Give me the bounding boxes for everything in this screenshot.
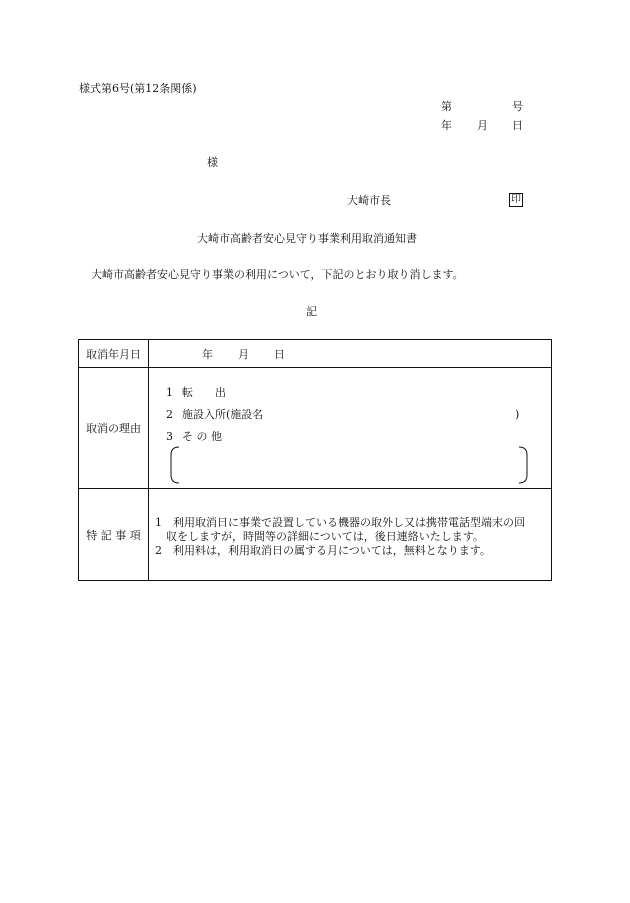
- left-bracket: [171, 447, 179, 483]
- seal-label: 印: [511, 194, 521, 205]
- notes-cell: [149, 489, 552, 581]
- date-month: 月: [477, 119, 488, 132]
- date-day: 日: [512, 119, 523, 132]
- body-text: 大崎市高齢者安心見守り事業の利用について，下記のとおり取り消します。: [91, 268, 464, 281]
- document-title: 大崎市高齢者安心見守り事業利用取消通知書: [197, 232, 417, 245]
- issuer-title: 大崎市長: [347, 194, 391, 207]
- reason-3-text: そ の 他: [182, 430, 222, 443]
- cancellation-table: [78, 339, 552, 581]
- cancel-date-label: 取消年月日: [79, 340, 149, 368]
- note-line-1: 1 利用取消日に事業で設置している機器の取外し又は携帯電話型端末の回: [155, 516, 525, 529]
- note-line-2: 収をしますが，時間等の詳細については，後日連絡いたします。: [155, 530, 484, 543]
- date-year: 年: [441, 119, 452, 132]
- reason-label: 取消の理由: [79, 368, 149, 489]
- addressee-suffix: 様: [207, 156, 218, 169]
- cancel-date-value: [149, 340, 552, 368]
- reason-cell: [149, 368, 552, 489]
- reason-2-num: 2: [166, 408, 173, 421]
- table-row-reason: [79, 368, 552, 489]
- table-row-notes: [79, 489, 552, 581]
- form-id: 様式第6号(第12条関係): [79, 82, 197, 95]
- note-line-3: 2 利用料は，利用取消日の属する月については，無料となります。: [155, 544, 491, 557]
- right-bracket: [519, 447, 527, 483]
- reason-2-close: ): [515, 408, 520, 421]
- notes-label: 特 記 事 項: [79, 489, 149, 581]
- number-go: 号: [512, 100, 523, 113]
- ki-heading: 記: [306, 305, 317, 318]
- table-row-cancel-date: [79, 340, 552, 368]
- reason-2-text: 施設入所(施設名: [182, 408, 264, 421]
- cancel-date-month: 月: [238, 348, 249, 361]
- cancel-date-year: 年: [202, 348, 213, 361]
- cancel-date-day: 日: [274, 348, 285, 361]
- seal-mark: [509, 193, 523, 207]
- other-reason-bracket: [169, 445, 539, 485]
- reason-1-text: 転 出: [182, 386, 226, 399]
- number-dai: 第: [441, 100, 452, 113]
- reason-3-num: 3: [166, 430, 173, 443]
- reason-1-num: 1: [166, 386, 173, 399]
